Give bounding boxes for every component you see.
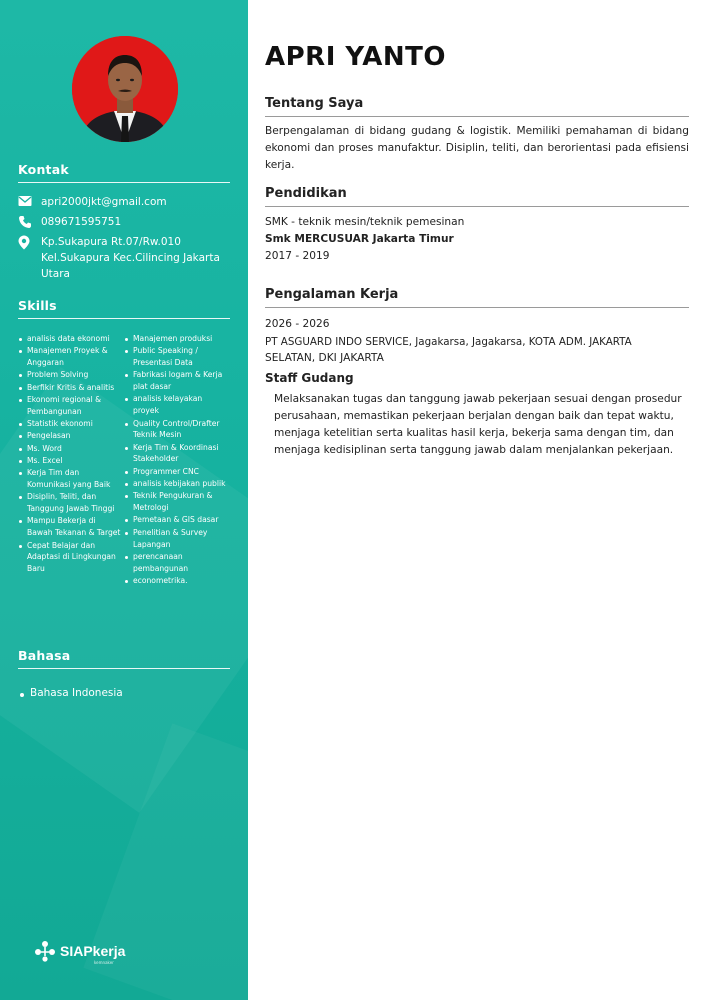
brand-name: SIAPkerja — [60, 943, 126, 959]
skill-item: analisis data ekonomi — [18, 333, 124, 345]
experience-heading: Pengalaman Kerja — [265, 287, 689, 308]
skill-item: Quality Control/Drafter Teknik Mesin — [124, 418, 230, 442]
skill-item: Problem Solving — [18, 369, 124, 381]
contact-address — [41, 234, 220, 282]
siapkerja-logo-icon — [34, 940, 56, 962]
skill-item: Manajemen Proyek & Anggaran — [18, 345, 124, 369]
experience-company-cont: SELATAN, DKI JAKARTA — [265, 352, 384, 364]
skill-item: Fabrikasi logam & Kerja plat dasar — [124, 369, 230, 393]
skills-heading: Skills — [18, 298, 230, 319]
skill-item: Public Speaking / Presentasi Data — [124, 345, 230, 369]
skill-item: Kerja Tim & Koordinasi Stakeholder — [124, 442, 230, 466]
siapkerja-logo — [34, 940, 126, 965]
skill-item: analisis kelayakan proyek — [124, 393, 230, 417]
skills-list-left — [18, 333, 124, 587]
skill-item: analisis kebijakan publik — [124, 478, 230, 490]
contact-email-row — [18, 194, 230, 210]
skill-item: Pemetaan & GIS dasar — [124, 514, 230, 526]
skill-item: Pengelasan — [18, 430, 124, 442]
experience-position: Staff Gudang — [265, 371, 354, 385]
languages-section — [18, 648, 230, 699]
languages-heading: Bahasa — [18, 648, 230, 669]
skill-item: Programmer CNC — [124, 466, 230, 478]
skill-item: Ms. Excel — [18, 455, 124, 467]
skills-list-right — [124, 333, 230, 587]
experience-company: PT ASGUARD INDO SERVICE, Jagakarsa, Jagakarsa, KOTA ADM. JAKARTA — [265, 336, 632, 348]
language-item: Bahasa Indonesia — [18, 687, 230, 699]
contact-phone[interactable]: 089671595751 — [41, 216, 122, 228]
contact-heading: Kontak — [18, 162, 230, 183]
contact-section — [18, 162, 230, 282]
contact-phone-row — [18, 214, 230, 230]
about-heading: Tentang Saya — [265, 96, 689, 117]
education-school: Smk MERCUSUAR Jakarta Timur — [265, 233, 454, 245]
address-line: Kp.Sukapura Rt.07/Rw.010 — [41, 236, 181, 248]
skill-item: Ms. Word — [18, 443, 124, 455]
skill-item: Penelitian & Survey Lapangan — [124, 527, 230, 551]
location-pin-icon — [18, 235, 34, 249]
skill-item: Teknik Pengukuran & Metrologi — [124, 490, 230, 514]
skills-section — [18, 298, 230, 587]
sidebar — [0, 0, 248, 1000]
skill-item: Disiplin, Teliti, dan Tanggung Jawab Tinggi — [18, 491, 124, 515]
experience-description: Melaksanakan tugas dan tanggung jawab pekerjaan sesuai dengan prosedur perusahaan, memastikan pekerjaan berjalan dengan baik dan tepat waktu, menjaga ketelitian serta kualitas hasil kerja, bekerja sama dengan tim, dan menjaga kedisiplinan serta tanggung jawab dalam menjalankan pekerjaan. — [274, 393, 682, 456]
address-line: Kel.Sukapura Kec.Cilincing Jakarta — [41, 252, 220, 264]
skill-item: perencanaan pembangunan — [124, 551, 230, 575]
skill-item: Berfikir Kritis & analitis — [18, 382, 124, 394]
education-major: SMK - teknik mesin/teknik pemesinan — [265, 216, 465, 228]
about-text: Berpengalaman di bidang gudang & logistik. Memiliki pemahaman di bidang ekonomi dan proses manufaktur. Disiplin, teliti, dan berorientasi pada efisiensi kerja. — [265, 125, 689, 171]
contact-email[interactable]: apri2000jkt@gmail.com — [41, 196, 167, 208]
skill-item: Ekonomi regional & Pembangunan — [18, 394, 124, 418]
education-heading: Pendidikan — [265, 186, 689, 207]
contact-address-row — [18, 234, 230, 282]
address-line: Utara — [41, 268, 70, 280]
skill-item: Kerja Tim dan Komunikasi yang Baik — [18, 467, 124, 491]
skill-item: Cepat Belajar dan Adaptasi di Lingkungan Baru — [18, 540, 124, 575]
profile-photo — [72, 36, 178, 142]
skill-item: Manajemen produksi — [124, 333, 230, 345]
experience-years: 2026 - 2026 — [265, 318, 330, 330]
brand-sub: kemnaker — [94, 960, 114, 965]
education-years: 2017 - 2019 — [265, 250, 330, 262]
skill-item: Statistik ekonomi — [18, 418, 124, 430]
skill-item: Mampu Bekerja di Bawah Tekanan & Target — [18, 515, 124, 539]
full-name: APRI YANTO — [265, 42, 446, 72]
skill-item: econometrika. — [124, 575, 230, 587]
mail-icon — [18, 195, 34, 209]
phone-icon — [18, 215, 34, 229]
